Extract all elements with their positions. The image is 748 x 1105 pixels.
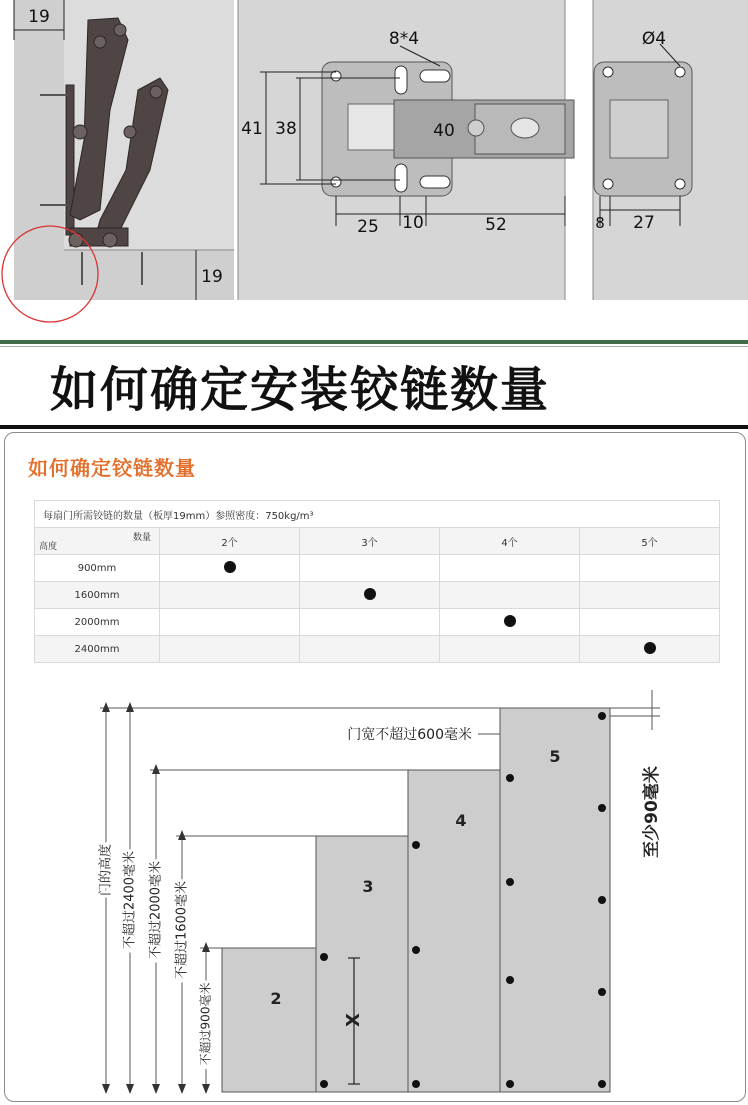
table-row (35, 636, 720, 663)
table-cell (580, 609, 720, 636)
minimum-spacing-note: 至少90毫米 (642, 766, 662, 858)
panel-number-3: 3 (362, 877, 374, 896)
table-cell (440, 582, 580, 609)
height-limit-2000: 不超过2000毫米 (148, 860, 164, 960)
hinge-count-table (34, 500, 720, 663)
table-cell (160, 636, 300, 663)
dim-19-top: 19 (28, 7, 50, 27)
row-height-label: 900mm (35, 555, 160, 582)
table-cell (440, 609, 580, 636)
height-limit-900: 不超过900毫米 (198, 982, 213, 1066)
table-row (35, 582, 720, 609)
table-row (35, 609, 720, 636)
table-cell (440, 555, 580, 582)
corner-quantity-label: 数量 (132, 533, 151, 543)
table-corner-cell (35, 528, 160, 555)
hinge-technical-drawing (0, 0, 748, 330)
corner-height-label: 高度 (39, 542, 58, 552)
table-cell (440, 636, 580, 663)
row-height-label: 2000mm (35, 609, 160, 636)
dim-52: 52 (485, 215, 507, 235)
door-height-label: 门的高度 (98, 843, 114, 897)
dim-19-bottom: 19 (201, 267, 223, 287)
dim-10: 10 (402, 213, 424, 233)
black-divider (0, 425, 748, 429)
dim-41: 41 (241, 119, 263, 139)
height-limit-1600: 不超过1600毫米 (174, 880, 190, 980)
table-caption: 每扇门所需铰链的数量（板厚19mm）参照密度：750kg/m³ (35, 501, 720, 528)
hinge-count-dot (644, 642, 656, 654)
table-cell (580, 636, 720, 663)
dim-25: 25 (357, 217, 379, 237)
green-divider (0, 340, 748, 344)
table-cell (160, 582, 300, 609)
column-header: 3个 (300, 528, 440, 555)
table-cell (580, 555, 720, 582)
table-cell (300, 555, 440, 582)
column-header: 4个 (440, 528, 580, 555)
table-cell (300, 582, 440, 609)
panel-number-5: 5 (549, 747, 561, 766)
x-dimension-label: X (343, 1013, 364, 1027)
dim-38: 38 (275, 119, 297, 139)
diameter-label: Ø4 (641, 29, 667, 49)
row-height-label: 2400mm (35, 636, 160, 663)
green-divider-thin (0, 346, 748, 347)
table-cell (160, 609, 300, 636)
dim-27: 27 (633, 213, 655, 233)
table-cell (300, 609, 440, 636)
panel-number-4: 4 (455, 811, 467, 830)
panel-number-2: 2 (270, 989, 282, 1008)
panel-title: 如何确定铰链数量 (28, 456, 196, 480)
holes-label: 8*4 (388, 29, 420, 49)
row-height-label: 1600mm (35, 582, 160, 609)
table-cell (300, 636, 440, 663)
table-cell (580, 582, 720, 609)
dim-40: 40 (433, 121, 455, 141)
hinge-count-dot (364, 588, 376, 600)
dim-8: 8 (595, 214, 605, 232)
height-limit-2400: 不超过2400毫米 (122, 850, 138, 950)
door-width-note: 门宽不超过600毫米 (347, 727, 472, 743)
table-row (35, 555, 720, 582)
column-header: 5个 (580, 528, 720, 555)
table-cell (160, 555, 300, 582)
hinge-count-dot (224, 561, 236, 573)
page-title: 如何确定安装铰链数量 (50, 362, 551, 418)
hinge-count-dot (504, 615, 516, 627)
column-header: 2个 (160, 528, 300, 555)
door-height-staircase-diagram (0, 680, 748, 1100)
mounting-plate-right (594, 62, 692, 196)
